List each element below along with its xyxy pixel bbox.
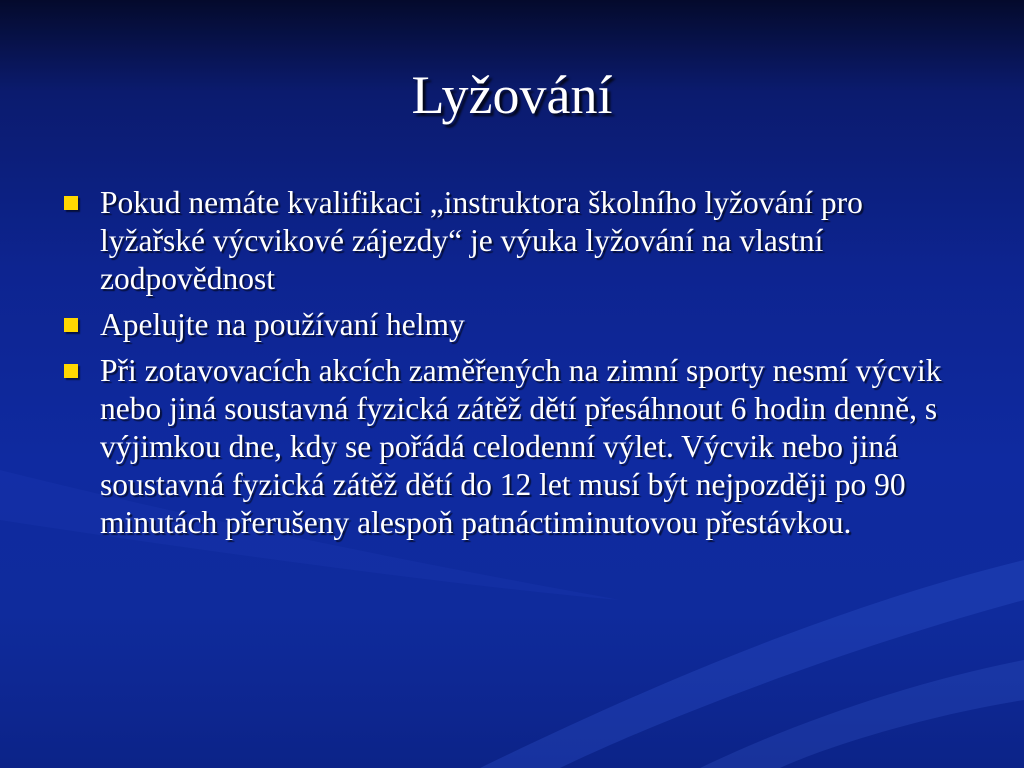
bullet-item — [62, 184, 962, 298]
square-bullet-icon — [64, 196, 78, 210]
bullet-item — [62, 306, 962, 344]
slide-title: Lyžování — [411, 65, 613, 125]
bullet-text: Pokud nemáte kvalifikaci „instruktora školního lyžování pro lyžařské výcvikové zájezdy“ je výuka lyžování na vlastní zodpovědnost — [100, 185, 863, 296]
bullet-text: Při zotavovacích akcích zaměřených na zimní sporty nesmí výcvik nebo jiná soustavná fyzická zátěž dětí přesáhnout 6 hodin denně, s výjimkou dne, kdy se pořádá celodenní výlet. Výcvik nebo jiná soustavná fyzická zátěž dětí do 12 let musí být nejpozději po 90 minutách přerušeny alespoň patnáctiminutovou přestávkou. — [100, 353, 942, 540]
square-bullet-icon — [64, 364, 78, 378]
bullet-list — [62, 184, 962, 550]
square-bullet-icon — [64, 318, 78, 332]
bullet-text: Apelujte na používaní helmy — [100, 307, 465, 342]
bullet-item — [62, 352, 962, 542]
